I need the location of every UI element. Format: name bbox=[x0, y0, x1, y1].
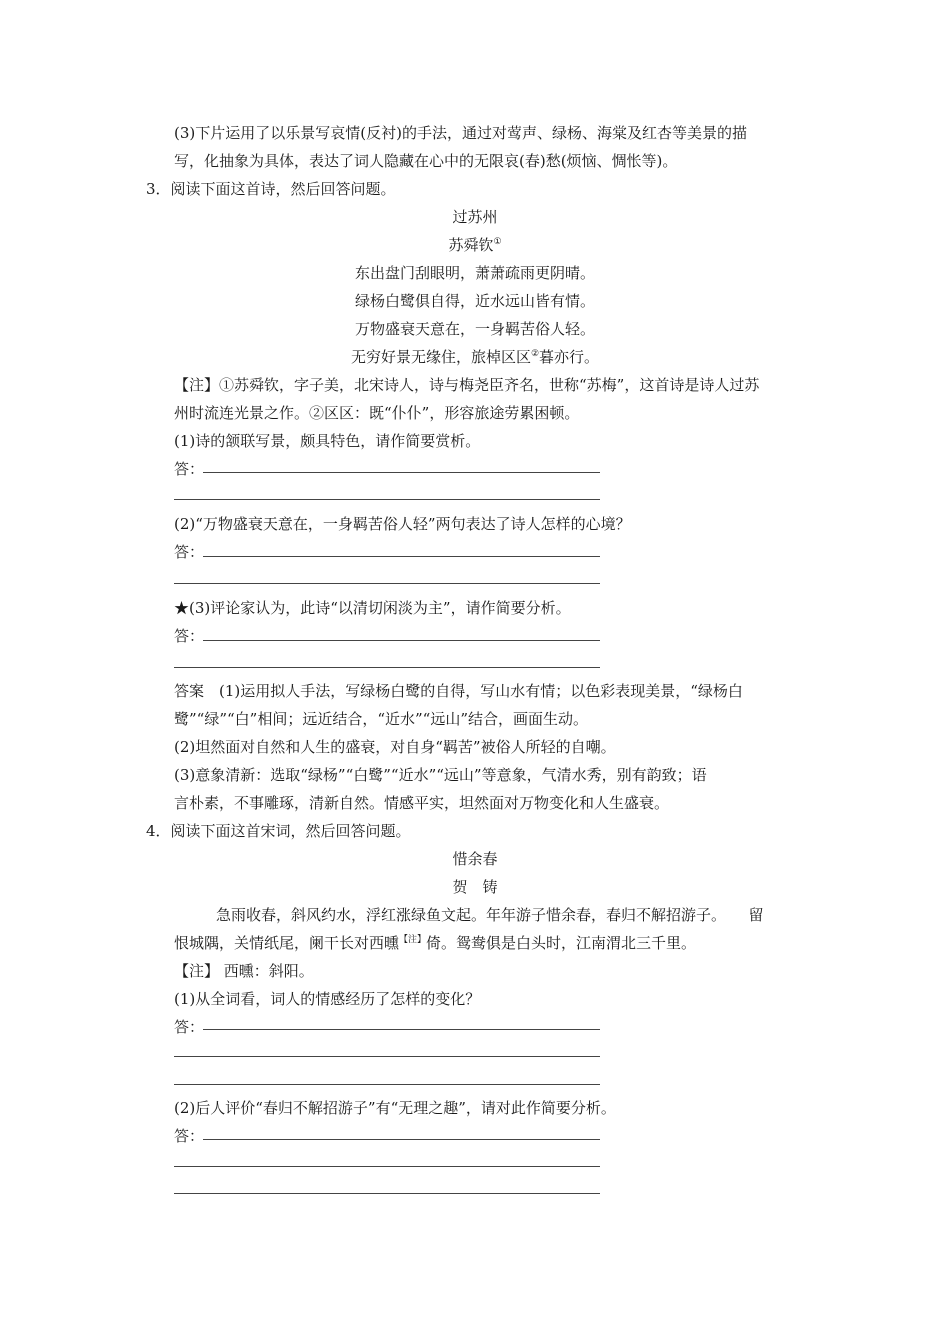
question-4-heading: 4．阅读下面这首宋词，然后回答问题。 bbox=[146, 822, 411, 840]
answer-line[interactable] bbox=[174, 583, 600, 584]
sub-question-1: (1)从全词看，词人的情感经历了怎样的变化？ bbox=[174, 990, 481, 1008]
sub-question-1: (1)诗的颔联写景，颇具特色，请作简要赏析。 bbox=[174, 432, 481, 450]
prev-answer-line-1: (3)下片运用了以乐景写哀情(反衬)的手法，通过对莺声、绿杨、海棠及红杏等美景的描 bbox=[174, 124, 747, 142]
poem-author: 苏舜钦① bbox=[448, 236, 502, 254]
sub-question-2: (2)“万物盛衰天意在，一身羁苦俗人轻”两句表达了诗人怎样的心境？ bbox=[174, 515, 631, 533]
poem-line: 万物盛衰天意在，一身羁苦俗人轻。 bbox=[354, 320, 595, 338]
sub-question-2: (2)后人评价“春归不解招游子”有“无理之趣”，请对此作简要分析。 bbox=[174, 1099, 616, 1117]
answer-label: 答： bbox=[174, 1127, 205, 1145]
answer-line[interactable] bbox=[174, 1084, 600, 1085]
answer-label: 答： bbox=[174, 1018, 205, 1036]
answer-key-line-4: (3)意象清新：选取“绿杨”“白鹭”“近水”“远山”等意象，气清水秀，别有韵致；语 bbox=[174, 766, 707, 784]
note-line-2: 州时流连光景之作。②区区：既“仆仆”，形容旅途劳累困顿。 bbox=[174, 404, 580, 422]
answer-key-line-3: (2)坦然面对自然和人生的盛衰，对自身“羁苦”被俗人所轻的自嘲。 bbox=[174, 738, 616, 756]
answer-line[interactable] bbox=[174, 499, 600, 500]
answer-line[interactable] bbox=[174, 1056, 600, 1057]
note: 【注】 西曛：斜阳。 bbox=[174, 962, 314, 980]
poem-body-line-2: 恨城隅，关情纸尾，阑干长对西曛$^{【注】}$倚。鸳鸯俱是白头时，江南渭北三千里。 bbox=[174, 934, 697, 952]
answer-key-line-5: 言朴素，不事雕琢，清新自然。情感平实，坦然面对万物变化和人生盛衰。 bbox=[174, 794, 670, 812]
answer-line[interactable] bbox=[174, 1193, 600, 1194]
poem-line: 东出盘门刮眼明，萧萧疏雨更阴晴。 bbox=[354, 264, 595, 282]
poem-title: 惜余春 bbox=[452, 850, 498, 868]
prev-answer-line-2: 写，化抽象为具体，表达了词人隐藏在心中的无限哀(春)愁(烦恼、惆怅等)。 bbox=[174, 152, 678, 170]
answer-line[interactable] bbox=[203, 1139, 600, 1140]
footnote-mark: ① bbox=[493, 237, 502, 247]
poem-line: 绿杨白鹭俱自得，近水远山皆有情。 bbox=[354, 292, 595, 310]
answer-line[interactable] bbox=[174, 1166, 600, 1167]
answer-key-line-1: 答案 (1)运用拟人手法，写绿杨白鹭的自得，写山水有情；以色彩表现美景，“绿杨白 bbox=[174, 682, 743, 700]
answer-label: 答： bbox=[174, 543, 205, 561]
answer-key-line-2: 鹭”“绿”“白”相间；远近结合，“近水”“远山”结合，画面生动。 bbox=[174, 710, 589, 728]
question-3-heading: 3．阅读下面这首诗，然后回答问题。 bbox=[146, 180, 396, 198]
poem-title: 过苏州 bbox=[452, 208, 498, 226]
poem-body-line-1: 急雨收春，斜风约水，浮红涨绿鱼文起。年年游子惜余春，春归不解招游子。 留 bbox=[216, 906, 764, 924]
note-line-1: 【注】①苏舜钦，字子美，北宋诗人，诗与梅尧臣齐名，世称“苏梅”，这首诗是诗人过苏 bbox=[174, 376, 760, 394]
poem-author: 贺 铸 bbox=[452, 878, 498, 896]
answer-label: 答： bbox=[174, 460, 205, 478]
footnote-mark: ② bbox=[530, 349, 540, 359]
answer-line[interactable] bbox=[203, 640, 600, 641]
answer-line[interactable] bbox=[203, 472, 600, 473]
answer-line[interactable] bbox=[174, 667, 600, 668]
answer-line[interactable] bbox=[203, 556, 600, 557]
answer-label: 答： bbox=[174, 627, 205, 645]
answer-line[interactable] bbox=[203, 1029, 600, 1030]
poem-line: 无穷好景无缘住，旅棹区区②暮亦行。 bbox=[350, 348, 600, 366]
footnote-mark: 【注】 bbox=[399, 935, 427, 945]
sub-question-3: ★(3)评论家认为，此诗“以清切闲淡为主”，请作简要分析。 bbox=[174, 599, 571, 617]
